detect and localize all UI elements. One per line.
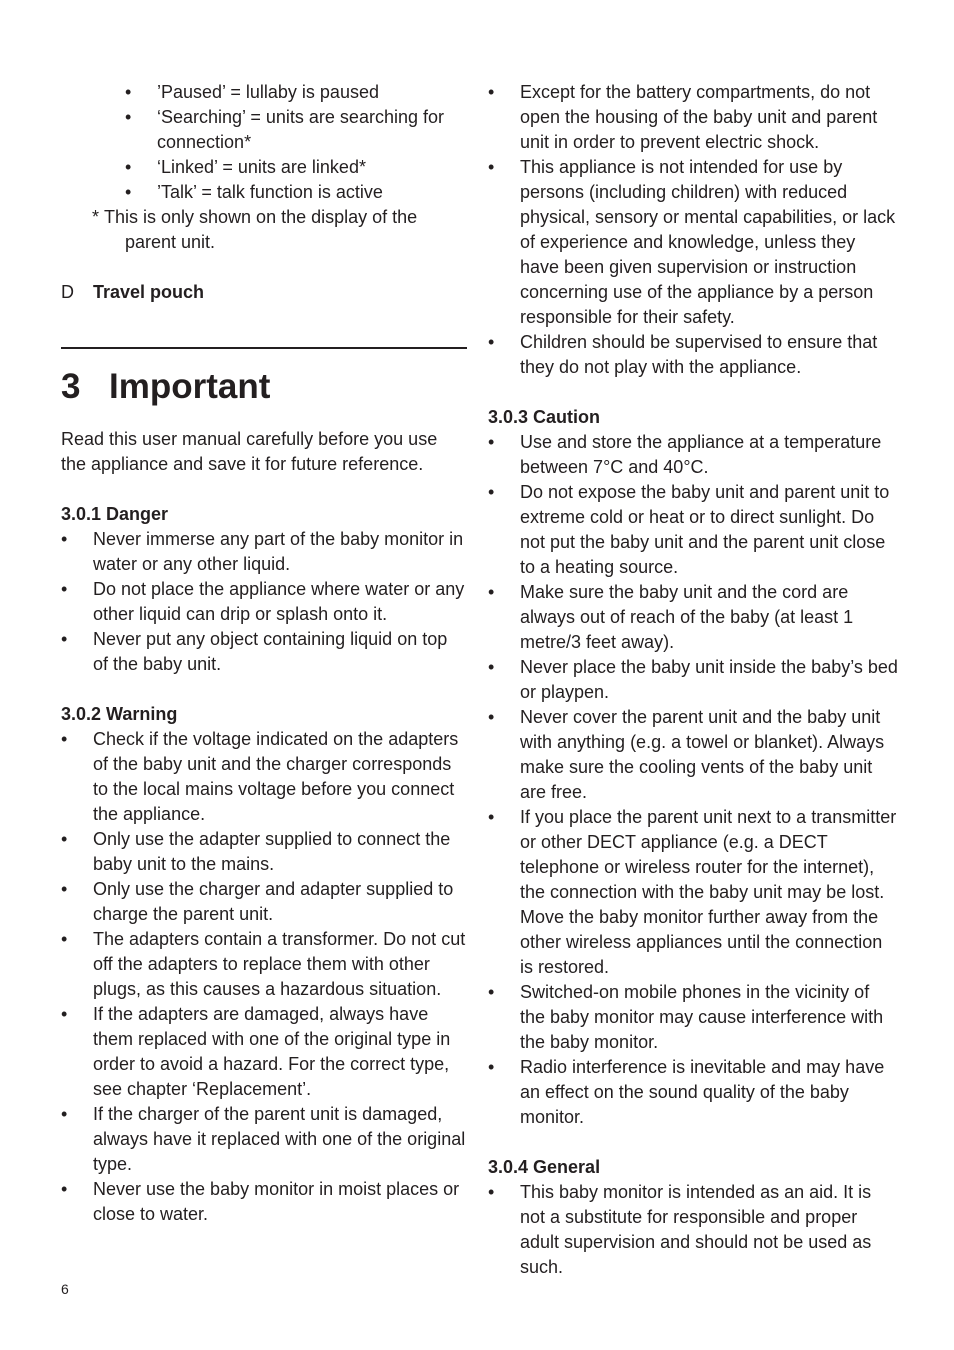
list-item (488, 705, 898, 805)
list-item-text: Never use the baby monitor in moist places or close to water. (93, 1179, 460, 1224)
bullet-marker: • (61, 1004, 68, 1024)
list-item-text: If you place the parent unit next to a transmitter or other DECT appliance (e.g. a DECT telephone or wireless router for the internet), the connection with the baby unit may be lost. Move the baby monitor further away from the other wireless appliances until the connection is restored. (520, 807, 897, 977)
bullet-marker: • (61, 629, 68, 649)
list-item (125, 155, 467, 180)
bullet-marker: • (488, 82, 495, 102)
bullet-marker: • (125, 107, 132, 127)
travel-pouch-label: Travel pouch (93, 282, 205, 302)
bullet-marker: • (61, 1179, 68, 1199)
general-list (488, 1180, 898, 1280)
bullet-marker: • (488, 1182, 495, 1202)
list-item (61, 827, 467, 877)
list-item-text: This baby monitor is intended as an aid. It is not a substitute for responsible and proper adult supervision and should not be used as such. (520, 1182, 872, 1277)
chapter-title (61, 361, 467, 413)
list-item (488, 805, 898, 980)
bullet-marker: • (125, 82, 132, 102)
caution-heading: 3.0.3 Caution (488, 407, 601, 427)
list-item-text: If the charger of the parent unit is damaged, always have it replaced with one of the original type. (93, 1104, 466, 1174)
list-item-text: Never immerse any part of the baby monitor in water or any other liquid. (93, 529, 464, 574)
bullet-marker: • (61, 929, 68, 949)
list-item (488, 155, 898, 330)
list-item (125, 105, 467, 155)
bullet-marker: • (61, 1104, 68, 1124)
travel-pouch-letter: D (61, 282, 74, 302)
list-item-text: Make sure the baby unit and the cord are always out of reach of the baby (at least 1 metre/3 feet away). (520, 582, 854, 652)
list-item-text: The adapters contain a transformer. Do not cut off the adapters to replace them with other plugs, as this causes a hazardous situation. (93, 929, 466, 999)
list-item (488, 580, 898, 655)
bullet-marker: • (488, 807, 495, 827)
page-number: 6 (61, 1281, 69, 1297)
list-item (488, 430, 898, 480)
bullet-marker: • (488, 482, 495, 502)
chapter-divider (61, 347, 467, 349)
chapter-name: Important (109, 367, 271, 406)
right-column (488, 80, 898, 1280)
bullet-marker: • (488, 582, 495, 602)
bullet-marker: • (125, 157, 132, 177)
bullet-marker: • (488, 707, 495, 727)
footnote-star: * (92, 207, 100, 227)
list-item-text: Switched-on mobile phones in the vicinity of the baby monitor may cause interference with the baby monitor. (520, 982, 884, 1052)
list-item (61, 1102, 467, 1177)
bullet-marker: • (488, 1057, 495, 1077)
warning-list-continued (488, 80, 898, 380)
chapter-number: 3 (61, 367, 81, 406)
list-item (488, 330, 898, 380)
list-item (488, 655, 898, 705)
list-item-text: Do not place the appliance where water or any other liquid can drip or splash onto it. (93, 579, 465, 624)
list-item-text: Check if the voltage indicated on the adapters of the baby unit and the charger corresponds to the local mains voltage before you connect the appliance. (93, 729, 459, 824)
list-item (61, 577, 467, 627)
list-item-text: Radio interference is inevitable and may have an effect on the sound quality of the baby monitor. (520, 1057, 885, 1127)
list-item (125, 180, 467, 205)
list-item (125, 80, 467, 105)
list-item-text: This appliance is not intended for use by persons (including children) with reduced physical, sensory or mental capabilities, or lack of experience and knowledge, unless they have been given supervision or instruction concerning use of the appliance by a person responsible for their safety. (520, 157, 896, 327)
list-item-text: ’Talk’ = talk function is active (157, 182, 383, 202)
list-item (61, 1002, 467, 1102)
list-item (61, 877, 467, 927)
danger-heading: 3.0.1 Danger (61, 504, 169, 524)
list-item (488, 1055, 898, 1130)
left-column (61, 80, 467, 1227)
list-item-text: Never place the baby unit inside the baby’s bed or playpen. (520, 657, 898, 702)
list-item-text: Children should be supervised to ensure that they do not play with the appliance. (520, 332, 878, 377)
bullet-marker: • (488, 657, 495, 677)
list-item (61, 927, 467, 1002)
list-item-text: Only use the adapter supplied to connect the baby unit to the mains. (93, 829, 451, 874)
list-item (61, 527, 467, 577)
danger-list (61, 527, 467, 677)
list-item-text: Except for the battery compartments, do not open the housing of the baby unit and parent unit in order to prevent electric shock. (520, 82, 878, 152)
list-item-text: ‘Linked’ = units are linked* (157, 157, 366, 177)
bullet-marker: • (488, 432, 495, 452)
list-item-text: Only use the charger and adapter supplied to charge the parent unit. (93, 879, 454, 924)
bullet-marker: • (488, 157, 495, 177)
list-item-text: Never cover the parent unit and the baby unit with anything (e.g. a towel or blanket). Always make sure the cooling vents of the baby unit are free. (520, 707, 885, 802)
list-item-text: ‘Searching’ = units are searching for connection* (157, 107, 444, 152)
list-item (488, 480, 898, 580)
bullet-marker: • (61, 729, 68, 749)
general-heading: 3.0.4 General (488, 1157, 601, 1177)
list-item (61, 1177, 467, 1227)
list-item-text: If the adapters are damaged, always have them replaced with one of the original type in order to avoid a hazard. For the correct type, see chapter ‘Replacement’. (93, 1004, 451, 1099)
caution-list (488, 430, 898, 1130)
footnote-text: This is only shown on the display of the parent unit. (104, 207, 418, 252)
bullet-marker: • (61, 829, 68, 849)
bullet-marker: • (61, 529, 68, 549)
warning-heading: 3.0.2 Warning (61, 704, 178, 724)
list-item-text: Never put any object containing liquid on top of the baby unit. (93, 629, 448, 674)
list-item-text: Use and store the appliance at a temperature between 7°C and 40°C. (520, 432, 882, 477)
bullet-marker: • (61, 879, 68, 899)
travel-pouch-item (61, 280, 467, 305)
list-item (488, 80, 898, 155)
intro-paragraph: Read this user manual carefully before you use the appliance and save it for future reference. (61, 429, 438, 474)
status-list (125, 80, 467, 205)
bullet-marker: • (125, 182, 132, 202)
bullet-marker: • (61, 579, 68, 599)
list-item (61, 727, 467, 827)
bullet-marker: • (488, 982, 495, 1002)
list-item-text: ’Paused’ = lullaby is paused (157, 82, 379, 102)
list-item (61, 627, 467, 677)
footnote (61, 205, 467, 255)
list-item-text: Do not expose the baby unit and parent unit to extreme cold or heat or to direct sunlight. Do not put the baby unit and the parent unit close to a heating source. (520, 482, 890, 577)
bullet-marker: • (488, 332, 495, 352)
warning-list (61, 727, 467, 1227)
list-item (488, 980, 898, 1055)
list-item (488, 1180, 898, 1280)
